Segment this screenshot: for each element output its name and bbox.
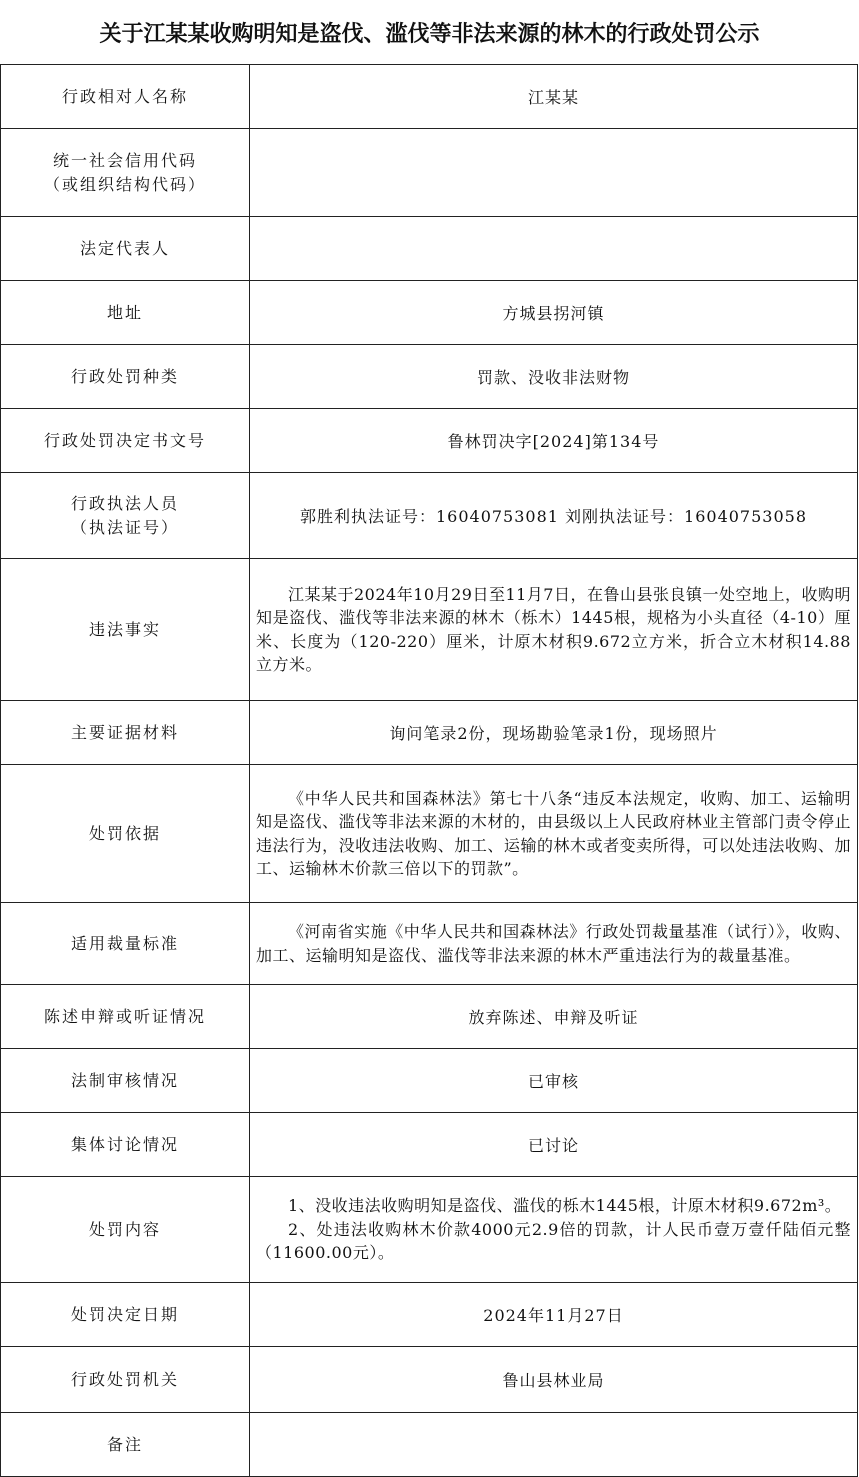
row-value: 郭胜利执法证号：16040753081 刘刚执法证号：16040753058 (250, 473, 858, 559)
row-label-line: 集体讨论情况 (70, 1134, 179, 1154)
table-row (1, 559, 858, 701)
table-row (1, 903, 858, 985)
row-value-paragraph: 2、处违法收购林木价款4000元2.9倍的罚款，计人民币壹万壹仟陆佰元整（11600.00元）。 (256, 1219, 851, 1263)
row-label-line: 适用裁量标准 (70, 933, 179, 953)
row-label-line: 行政执法人员 (70, 493, 179, 513)
table-row (1, 1113, 858, 1177)
penalty-table (0, 64, 858, 1477)
row-label (1, 1049, 250, 1113)
table-row (1, 473, 858, 559)
row-label (1, 217, 250, 281)
row-value: 罚款、没收非法财物 (250, 345, 858, 409)
row-label (1, 65, 250, 129)
row-label (1, 1177, 250, 1283)
row-label-line: （执法证号） (70, 517, 179, 537)
row-value-text (250, 765, 858, 903)
row-label-line: 法定代表人 (79, 238, 170, 258)
row-value: 放弃陈述、申辩及听证 (250, 985, 858, 1049)
row-value-paragraph: 1、没收违法收购明知是盗伐、滥伐的栎木1445根，计原木材积9.672m³。 (288, 1196, 842, 1216)
row-label (1, 281, 250, 345)
row-value: 鲁林罚决字[2024]第134号 (250, 409, 858, 473)
row-value: 江某某 (250, 65, 858, 129)
row-label-line: 统一社会信用代码 (52, 150, 197, 170)
table-row (1, 1347, 858, 1413)
row-value: 2024年11月27日 (250, 1283, 858, 1347)
table-row (1, 129, 858, 217)
row-label-line: 处罚内容 (88, 1219, 161, 1239)
table-row (1, 281, 858, 345)
row-value-paragraph: 江某某于2024年10月29日至11月7日，在鲁山县张良镇一处空地上，收购明知是盗伐、滥伐等非法来源的林木（栎木）1445根，规格为小头直径（4-10）厘米、长度为（120-220）厘米，计原木材积9.672立方米，折合立木材积14.88立方米。 (256, 584, 851, 674)
row-label (1, 1113, 250, 1177)
row-label-line: 法制审核情况 (70, 1070, 179, 1090)
row-label-line: 行政相对人名称 (61, 86, 188, 106)
row-label (1, 1347, 250, 1413)
row-value-text (250, 559, 858, 701)
row-label-line: 备注 (106, 1434, 143, 1454)
row-label-line: 行政处罚机关 (70, 1369, 179, 1389)
row-value (250, 1413, 858, 1477)
row-label (1, 473, 250, 559)
table-row (1, 701, 858, 765)
table-row (1, 1049, 858, 1113)
table-row (1, 1413, 858, 1477)
row-value: 已审核 (250, 1049, 858, 1113)
row-label (1, 903, 250, 985)
row-label-line: （或组织结构代码） (43, 174, 206, 194)
row-label (1, 1413, 250, 1477)
row-value: 已讨论 (250, 1113, 858, 1177)
row-label (1, 559, 250, 701)
row-label-line: 地址 (106, 302, 143, 322)
row-value: 询问笔录2份，现场勘验笔录1份，现场照片 (250, 701, 858, 765)
row-value: 方城县拐河镇 (250, 281, 858, 345)
row-value-text (250, 903, 858, 985)
row-value (250, 217, 858, 281)
table-row (1, 217, 858, 281)
table-row (1, 1177, 858, 1283)
table-row (1, 345, 858, 409)
table-row (1, 409, 858, 473)
row-label (1, 129, 250, 217)
row-label (1, 765, 250, 903)
table-row (1, 1283, 858, 1347)
row-label-line: 处罚依据 (88, 823, 161, 843)
table-row (1, 765, 858, 903)
row-value (250, 129, 858, 217)
row-label (1, 345, 250, 409)
row-value: 鲁山县林业局 (250, 1347, 858, 1413)
row-label-line: 处罚决定日期 (70, 1304, 179, 1324)
row-value-paragraph: 《河南省实施《中华人民共和国森林法》行政处罚裁量基准（试行）》，收购、加工、运输明知是盗伐、滥伐等非法来源的林木严重违法行为的裁量基准。 (256, 922, 851, 965)
row-label (1, 409, 250, 473)
row-label-line: 主要证据材料 (70, 722, 179, 742)
row-label-line: 行政处罚种类 (70, 366, 179, 386)
row-label (1, 985, 250, 1049)
row-label-line: 陈述申辩或听证情况 (43, 1006, 206, 1026)
row-label-line: 违法事实 (88, 619, 161, 639)
table-row (1, 65, 858, 129)
row-value-text (250, 1177, 858, 1283)
row-label (1, 1283, 250, 1347)
page-title: 关于江某某收购明知是盗伐、滥伐等非法来源的林木的行政处罚公示 (99, 20, 760, 47)
row-label-line: 行政处罚决定书文号 (43, 430, 206, 450)
table-row (1, 985, 858, 1049)
row-label (1, 701, 250, 765)
row-value-paragraph: 《中华人民共和国森林法》第七十八条“违反本法规定，收购、加工、运输明知是盗伐、滥伐等非法来源的木材的，由县级以上人民政府林业主管部门责令停止违法行为，没收违法收购、加工、运输的林木或者变卖所得，可以处违法收购、加工、运输林木价款三倍以下的罚款”。 (256, 788, 851, 878)
